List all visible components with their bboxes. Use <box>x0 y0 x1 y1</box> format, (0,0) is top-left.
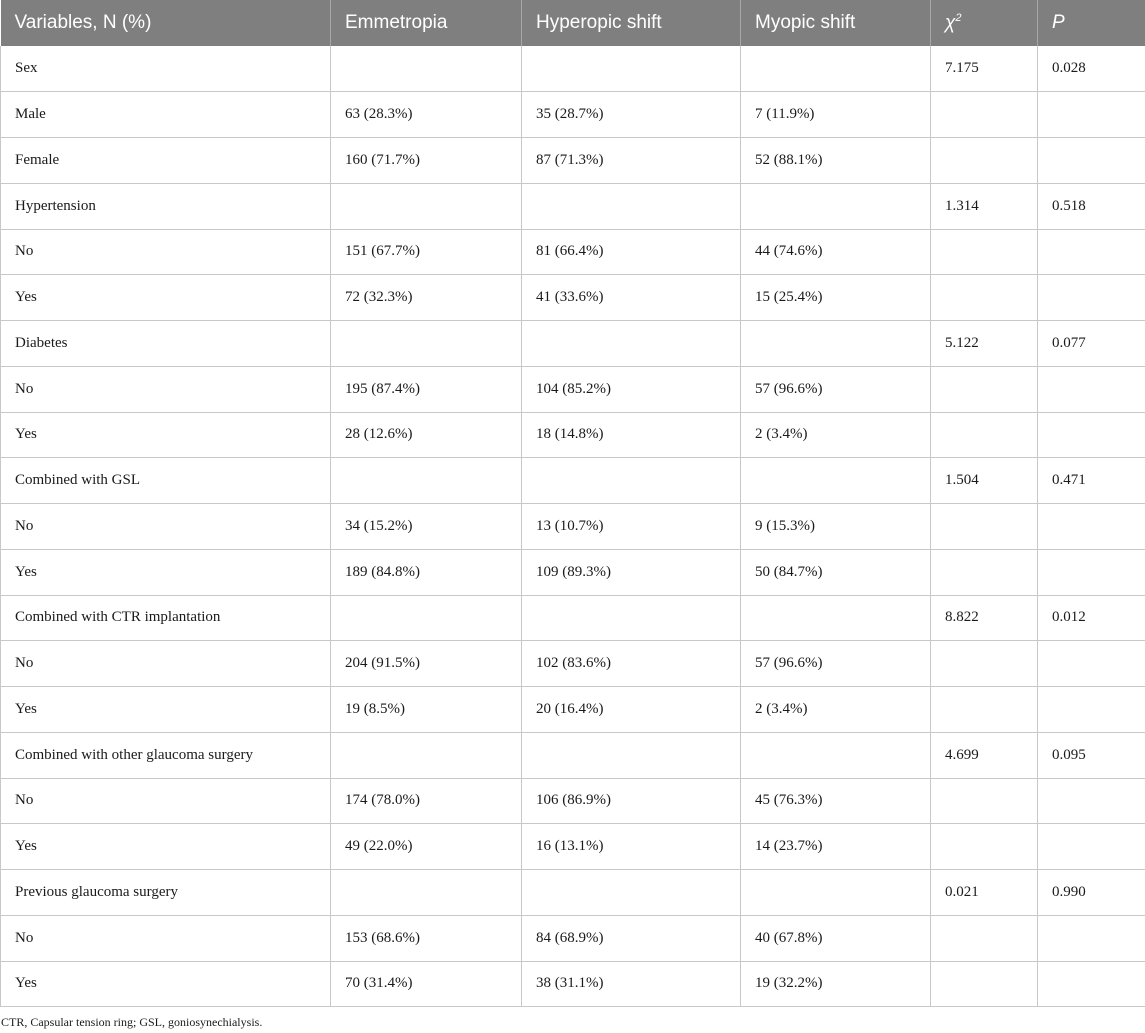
cell-p-value <box>1038 641 1145 687</box>
cell-p-value <box>1038 275 1145 321</box>
cell-p-value <box>1038 961 1145 1007</box>
cell-variable: Hypertension <box>1 183 331 229</box>
cell-p-value <box>1038 138 1145 184</box>
cell-variable: Combined with CTR implantation <box>1 595 331 641</box>
cell-p-value <box>1038 92 1145 138</box>
cell-myopic-shift <box>741 732 931 778</box>
cell-hyperopic-shift: 38 (31.1%) <box>522 961 741 1007</box>
cell-emmetropia <box>331 458 522 504</box>
cell-hyperopic-shift: 81 (66.4%) <box>522 229 741 275</box>
cell-variable: Yes <box>1 412 331 458</box>
cell-emmetropia: 49 (22.0%) <box>331 824 522 870</box>
cell-hyperopic-shift: 104 (85.2%) <box>522 366 741 412</box>
cell-chi-square <box>931 687 1038 733</box>
cell-chi-square: 1.504 <box>931 458 1038 504</box>
cell-variable: Previous glaucoma surgery <box>1 870 331 916</box>
table-row <box>1 732 1145 778</box>
cell-myopic-shift: 57 (96.6%) <box>741 641 931 687</box>
cell-myopic-shift <box>741 595 931 641</box>
cell-variable: Yes <box>1 824 331 870</box>
cell-myopic-shift: 45 (76.3%) <box>741 778 931 824</box>
table-row <box>1 687 1145 733</box>
cell-p-value: 0.077 <box>1038 321 1145 367</box>
cell-variable: Sex <box>1 46 331 92</box>
cell-emmetropia: 72 (32.3%) <box>331 275 522 321</box>
cell-chi-square <box>931 824 1038 870</box>
p-label: P <box>1052 12 1065 33</box>
cell-variable: Female <box>1 138 331 184</box>
cell-emmetropia: 160 (71.7%) <box>331 138 522 184</box>
cell-p-value <box>1038 824 1145 870</box>
cell-hyperopic-shift <box>522 46 741 92</box>
table-row <box>1 641 1145 687</box>
table-body <box>1 46 1145 1007</box>
cell-hyperopic-shift: 84 (68.9%) <box>522 915 741 961</box>
cell-variable: No <box>1 915 331 961</box>
cell-chi-square <box>931 915 1038 961</box>
cell-myopic-shift: 44 (74.6%) <box>741 229 931 275</box>
table-row <box>1 138 1145 184</box>
cell-emmetropia: 174 (78.0%) <box>331 778 522 824</box>
table-row <box>1 915 1145 961</box>
cell-variable: Yes <box>1 549 331 595</box>
cell-chi-square: 8.822 <box>931 595 1038 641</box>
cell-myopic-shift <box>741 321 931 367</box>
cell-emmetropia: 63 (28.3%) <box>331 92 522 138</box>
cell-p-value: 0.471 <box>1038 458 1145 504</box>
cell-variable: Combined with other glaucoma surgery <box>1 732 331 778</box>
cell-p-value <box>1038 229 1145 275</box>
cell-myopic-shift: 14 (23.7%) <box>741 824 931 870</box>
cell-emmetropia <box>331 870 522 916</box>
cell-p-value <box>1038 412 1145 458</box>
table-row <box>1 366 1145 412</box>
cell-p-value: 0.012 <box>1038 595 1145 641</box>
cell-hyperopic-shift: 106 (86.9%) <box>522 778 741 824</box>
table-row <box>1 595 1145 641</box>
cell-chi-square <box>931 275 1038 321</box>
cell-emmetropia: 153 (68.6%) <box>331 915 522 961</box>
cell-hyperopic-shift: 102 (83.6%) <box>522 641 741 687</box>
header-variables: Variables, N (%) <box>1 0 331 46</box>
table-row <box>1 504 1145 550</box>
cell-p-value: 0.028 <box>1038 46 1145 92</box>
cell-hyperopic-shift: 18 (14.8%) <box>522 412 741 458</box>
cell-chi-square <box>931 229 1038 275</box>
cell-emmetropia <box>331 46 522 92</box>
cell-chi-square <box>931 961 1038 1007</box>
cell-variable: Yes <box>1 961 331 1007</box>
cell-myopic-shift: 19 (32.2%) <box>741 961 931 1007</box>
cell-myopic-shift <box>741 183 931 229</box>
cell-chi-square <box>931 504 1038 550</box>
cell-hyperopic-shift <box>522 458 741 504</box>
cell-emmetropia: 204 (91.5%) <box>331 641 522 687</box>
cell-hyperopic-shift: 16 (13.1%) <box>522 824 741 870</box>
cell-chi-square: 4.699 <box>931 732 1038 778</box>
table-row <box>1 229 1145 275</box>
cell-p-value <box>1038 687 1145 733</box>
chi-symbol: χ <box>945 12 956 34</box>
cell-variable: No <box>1 504 331 550</box>
table-row <box>1 183 1145 229</box>
cell-myopic-shift <box>741 46 931 92</box>
cell-myopic-shift: 50 (84.7%) <box>741 549 931 595</box>
cell-chi-square: 0.021 <box>931 870 1038 916</box>
cell-emmetropia <box>331 595 522 641</box>
cell-p-value <box>1038 504 1145 550</box>
cell-myopic-shift: 57 (96.6%) <box>741 366 931 412</box>
cell-myopic-shift: 7 (11.9%) <box>741 92 931 138</box>
cell-p-value <box>1038 549 1145 595</box>
cell-hyperopic-shift: 13 (10.7%) <box>522 504 741 550</box>
cell-emmetropia: 195 (87.4%) <box>331 366 522 412</box>
cell-emmetropia <box>331 321 522 367</box>
cell-hyperopic-shift <box>522 870 741 916</box>
table-header <box>1 0 1145 46</box>
cell-hyperopic-shift <box>522 595 741 641</box>
cell-myopic-shift: 15 (25.4%) <box>741 275 931 321</box>
cell-emmetropia <box>331 732 522 778</box>
cell-hyperopic-shift: 41 (33.6%) <box>522 275 741 321</box>
header-p-value <box>1038 0 1145 46</box>
table-footnote: CTR, Capsular tension ring; GSL, goniosynechialysis. <box>1 1015 263 1029</box>
cell-variable: Yes <box>1 275 331 321</box>
cell-chi-square <box>931 549 1038 595</box>
cell-myopic-shift: 2 (3.4%) <box>741 687 931 733</box>
table-row <box>1 778 1145 824</box>
cell-chi-square <box>931 366 1038 412</box>
table-row <box>1 458 1145 504</box>
cell-p-value: 0.095 <box>1038 732 1145 778</box>
cell-chi-square: 1.314 <box>931 183 1038 229</box>
table-row <box>1 549 1145 595</box>
cell-hyperopic-shift <box>522 732 741 778</box>
cell-myopic-shift: 40 (67.8%) <box>741 915 931 961</box>
cell-emmetropia: 19 (8.5%) <box>331 687 522 733</box>
cell-emmetropia: 189 (84.8%) <box>331 549 522 595</box>
cell-emmetropia: 28 (12.6%) <box>331 412 522 458</box>
cell-chi-square <box>931 412 1038 458</box>
header-hyperopic-shift: Hyperopic shift <box>522 0 741 46</box>
cell-chi-square: 5.122 <box>931 321 1038 367</box>
cell-p-value: 0.990 <box>1038 870 1145 916</box>
cell-myopic-shift <box>741 870 931 916</box>
cell-variable: Yes <box>1 687 331 733</box>
table-row <box>1 92 1145 138</box>
table-row <box>1 824 1145 870</box>
cell-hyperopic-shift <box>522 183 741 229</box>
header-myopic-shift: Myopic shift <box>741 0 931 46</box>
cell-variable: No <box>1 366 331 412</box>
cell-emmetropia <box>331 183 522 229</box>
header-emmetropia: Emmetropia <box>331 0 522 46</box>
header-chi-square <box>931 0 1038 46</box>
cell-myopic-shift <box>741 458 931 504</box>
cell-variable: No <box>1 641 331 687</box>
cell-emmetropia: 70 (31.4%) <box>331 961 522 1007</box>
chi-superscript: 2 <box>955 11 962 24</box>
cell-myopic-shift: 9 (15.3%) <box>741 504 931 550</box>
cell-variable: No <box>1 778 331 824</box>
cell-chi-square <box>931 641 1038 687</box>
cell-hyperopic-shift <box>522 321 741 367</box>
table-row <box>1 321 1145 367</box>
cell-variable: Male <box>1 92 331 138</box>
cell-p-value <box>1038 366 1145 412</box>
cell-chi-square: 7.175 <box>931 46 1038 92</box>
cell-hyperopic-shift: 87 (71.3%) <box>522 138 741 184</box>
table-row <box>1 275 1145 321</box>
cell-variable: Diabetes <box>1 321 331 367</box>
cell-p-value <box>1038 778 1145 824</box>
cell-chi-square <box>931 92 1038 138</box>
table-row <box>1 870 1145 916</box>
cell-emmetropia: 34 (15.2%) <box>331 504 522 550</box>
table-row <box>1 412 1145 458</box>
cell-p-value <box>1038 915 1145 961</box>
header-row <box>1 0 1145 46</box>
cell-chi-square <box>931 778 1038 824</box>
cell-p-value: 0.518 <box>1038 183 1145 229</box>
cell-hyperopic-shift: 109 (89.3%) <box>522 549 741 595</box>
cell-myopic-shift: 52 (88.1%) <box>741 138 931 184</box>
cell-hyperopic-shift: 35 (28.7%) <box>522 92 741 138</box>
table-row <box>1 961 1145 1007</box>
cell-emmetropia: 151 (67.7%) <box>331 229 522 275</box>
cell-chi-square <box>931 138 1038 184</box>
cell-myopic-shift: 2 (3.4%) <box>741 412 931 458</box>
cell-hyperopic-shift: 20 (16.4%) <box>522 687 741 733</box>
table-row <box>1 46 1145 92</box>
cell-variable: No <box>1 229 331 275</box>
cell-variable: Combined with GSL <box>1 458 331 504</box>
